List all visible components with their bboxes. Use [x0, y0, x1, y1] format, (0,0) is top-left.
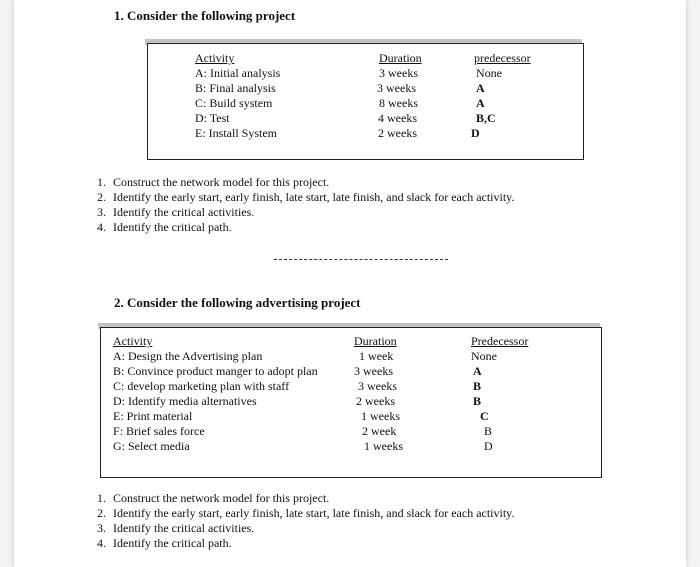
- list-text: Construct the network model for this project.: [113, 175, 330, 189]
- q2-activity-cell: [113, 394, 257, 409]
- q2-duration-cell: 1 week: [359, 349, 394, 363]
- activity-name: : Design the Advertising plan: [121, 349, 263, 363]
- list-number: 4.: [97, 220, 106, 234]
- activity-name: : Identify media alternatives: [121, 394, 257, 408]
- q2-question-list: [88, 491, 514, 551]
- q1-predecessor-cell: D: [471, 126, 480, 140]
- q1-duration-cell: 4 weeks: [378, 111, 417, 125]
- q2-predecessor-cell: None: [471, 349, 497, 363]
- list-text: Construct the network model for this project.: [113, 491, 330, 505]
- activity-label: A: [195, 66, 204, 80]
- q1-activity-cell: [195, 111, 230, 126]
- list-text: Identify the early start, early finish, late start, late finish, and slack for each activity.: [113, 506, 515, 520]
- activity-label: C: [195, 96, 204, 110]
- activity-label: D: [195, 111, 204, 125]
- list-item: [88, 220, 514, 235]
- activity-name: : Convince product manger to adopt plan: [121, 364, 318, 378]
- list-text: Identify the critical path.: [113, 536, 232, 550]
- activity-name: : Print material: [120, 409, 193, 423]
- q2-table: [100, 327, 602, 478]
- q1-table: [147, 43, 584, 160]
- q2-heading: 2. Consider the following advertising project: [114, 295, 361, 310]
- q2-activity-cell: [113, 409, 192, 424]
- list-number: 2.: [97, 190, 106, 204]
- section-divider: [274, 259, 448, 260]
- q2-duration-cell: 3 weeks: [358, 379, 397, 393]
- q1-predecessor-cell: B,C: [476, 111, 496, 125]
- activity-label: G: [113, 439, 122, 453]
- activity-label: A: [113, 349, 122, 363]
- list-text: Identify the critical activities.: [113, 521, 255, 535]
- q2-duration-cell: 1 weeks: [361, 409, 400, 423]
- list-item: [88, 175, 514, 190]
- q1-activity-cell: [195, 81, 276, 96]
- activity-name: : Final analysis: [203, 81, 276, 95]
- list-number: 1.: [97, 175, 106, 189]
- list-number: 2.: [97, 506, 106, 520]
- activity-label: E: [113, 409, 121, 423]
- q2-duration-cell: 2 weeks: [356, 394, 395, 408]
- activity-label: E: [195, 126, 203, 140]
- q1-header-activity: Activity: [195, 51, 235, 65]
- list-number: 3.: [97, 205, 106, 219]
- q1-duration-cell: 2 weeks: [378, 126, 417, 140]
- q2-header-activity: Activity: [113, 334, 153, 348]
- activity-label: D: [113, 394, 122, 408]
- q1-duration-cell: 8 weeks: [379, 96, 418, 110]
- activity-name: : Brief sales force: [119, 424, 205, 438]
- q1-heading: 1. Consider the following project: [114, 8, 296, 23]
- q2-predecessor-cell: B: [484, 424, 493, 438]
- activity-name: : Select media: [121, 439, 190, 453]
- activity-name: : Install System: [202, 126, 278, 140]
- q1-activity-cell: [195, 96, 272, 111]
- list-item: [88, 491, 514, 506]
- list-text: Identify the early start, early finish, late start, late finish, and slack for each activity.: [113, 190, 515, 204]
- activity-name: : Test: [203, 111, 230, 125]
- q2-duration-cell: 3 weeks: [354, 364, 393, 378]
- q2-duration-cell: 2 week: [362, 424, 397, 438]
- activity-label: C: [113, 379, 122, 393]
- list-text: Identify the critical activities.: [113, 205, 255, 219]
- q2-predecessor-cell: A: [473, 364, 482, 378]
- q2-predecessor-cell: C: [480, 409, 489, 423]
- list-number: 1.: [97, 491, 106, 505]
- q1-predecessor-cell: A: [476, 81, 485, 95]
- q1-question-list: [88, 175, 514, 235]
- activity-name: : Initial analysis: [203, 66, 281, 80]
- list-number: 4.: [97, 536, 106, 550]
- q2-activity-cell: [113, 364, 318, 379]
- list-item: [88, 190, 514, 205]
- q2-predecessor-cell: B: [473, 379, 482, 393]
- q1-activity-cell: [195, 126, 277, 141]
- q1-predecessor-cell: None: [476, 66, 502, 80]
- q2-activity-cell: [113, 424, 205, 439]
- list-number: 3.: [97, 521, 106, 535]
- q1-duration-cell: 3 weeks: [379, 66, 418, 80]
- q2-duration-cell: 1 weeks: [364, 439, 403, 453]
- q1-predecessor-cell: A: [476, 96, 485, 110]
- list-item: [88, 521, 514, 536]
- q1-duration-cell: 3 weeks: [377, 81, 416, 95]
- q2-activity-cell: [113, 349, 262, 364]
- q1-activity-cell: [195, 66, 280, 81]
- document-page: [14, 0, 686, 567]
- list-text: Identify the critical path.: [113, 220, 232, 234]
- activity-name: : Build system: [203, 96, 273, 110]
- activity-name: : develop marketing plan with staff: [121, 379, 290, 393]
- q1-header-duration: Duration: [379, 51, 422, 65]
- activity-label: F: [113, 424, 120, 438]
- q2-predecessor-cell: B: [473, 394, 482, 408]
- list-item: [88, 205, 514, 220]
- q2-activity-cell: [113, 439, 190, 454]
- q2-activity-cell: [113, 379, 289, 394]
- activity-label: B: [113, 364, 122, 378]
- activity-label: B: [195, 81, 204, 95]
- q1-header-predecessor: predecessor: [474, 51, 531, 65]
- list-item: [88, 506, 514, 521]
- q2-header-duration: Duration: [354, 334, 397, 348]
- q2-header-predecessor: Predecessor: [471, 334, 529, 348]
- list-item: [88, 536, 514, 551]
- q2-predecessor-cell: D: [484, 439, 493, 453]
